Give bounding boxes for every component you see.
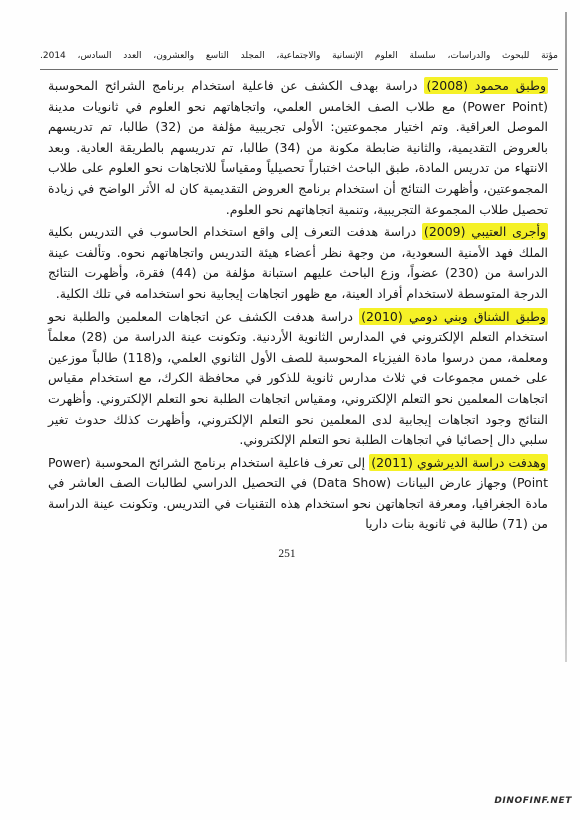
highlighted-citation: وطبق الشناق وبني دومي (2010)	[361, 308, 546, 324]
page-sheet	[40, 50, 558, 561]
running-header: مؤتة للبحوث والدراسات، سلسلة العلوم الإنسانية والاجتماعية، المجلد التاسع والعشرون، العدد السادس، 2014.	[40, 50, 558, 70]
highlighted-citation: وأجرى العتيبي (2009)	[423, 224, 546, 240]
paragraph-text: دراسة بهدف الكشف عن فاعلية استخدام برنامج الشرائح المحوسبة (Power Point) مع طلاب الصف الخامس العلمي، واتجاهاتهم نحو العلوم في ثانويات مدينة الموصل العراقية. وتم اختيار مجموعتين: الأولى تجريبية مؤلفة من (32) طالبا، تم تدريسهم بالعروض التقديمية، والثانية ضابطة مكونة من (34) طالبا، تم تدريسهم بالطريقة العادية. وبعد الانتهاء من تدريس المادة، طبق الباحث اختباراً تحصيلياً ومقياساً للاتجاهات نحو العلوم على طلاب المجموعتين، وأظهرت النتائج أن استخدام برنامج العروض التقديمية كان له الأثر الواضح في زيادة تحصيل طلاب المجموعة التجريبية، وتنمية اتجاهاتهم نحو العلوم.	[48, 78, 549, 217]
paragraph-text: دراسة هدفت الكشف عن اتجاهات المعلمين والطلبة نحو استخدام التعلم الإلكتروني في المدارس الثانوية الأردنية. وتكونت عينة الدراسة من (28) معلماً ومعلمة، ممن درسوا مادة الفيزياء المحوسبة للصف الأول الثانوي العلمي، و(118) طالباً موزعين على خمس مجموعات في ثلاث مدارس ثانوية للذكور في محافظة الكرك، مع استخدام مقياس اتجاهات المعلمين نحو التعلم الإلكتروني، ومقياس اتجاهات الطلبة نحو التعلم الإلكتروني. وأظهرت النتائج وجود اتجاهات إيجابية لدى المعلمين نحو التعلم الإلكتروني، وأظهرت كذلك حدوث تغير سلبي دال إحصائيا في اتجاهات الطلبة نحو التعلم الإلكتروني.	[48, 308, 549, 448]
watermark: DINOFINF.NET	[494, 796, 572, 806]
highlighted-citation: وهدفت دراسة الديرشوي (2011)	[371, 454, 546, 470]
paragraph-dirshawi-2011	[48, 453, 548, 535]
page-number: 251	[278, 548, 296, 561]
page-edge-shadow	[565, 12, 567, 662]
paragraph-text: إلى تعرف فاعلية استخدام برنامج الشرائح المحوسبة (Power Point) وجهاز عارض البيانات (Data Show) في التحصيل الدراسي لطالبات الصف العاشر في مادة الجغرافيا، ومعرفة اتجاهاتهن نحو استخدام هذه التقنيات في التدريس. وتكونت عينة الدراسة من (71) طالبة في ثانوية بنات داريا	[48, 454, 548, 532]
body-text	[48, 76, 548, 535]
paragraph-text: دراسة هدفت التعرف إلى واقع استخدام الحاسوب في التدريس بكلية الملك فهد الأمنية السعودية، من وجهة نظر أعضاء هيئة التدريس واتجاهاتهم نحوه. وتألفت عينة الدراسة من (230) عضواً، وزع الباحث عليهم استبانة مؤلفة من (44) فقرة، وأظهرت النتائج الدرجة المتوسطة لاستخدام أفراد العينة، مع ظهور اتجاهات إيجابية نحو استخدامه في تلك الكلية.	[48, 224, 549, 301]
paragraph-otaibi-2009	[48, 222, 548, 304]
highlighted-citation: وطبق محمود (2008)	[426, 78, 546, 93]
paragraph-mahmoud-2008	[48, 76, 548, 220]
paragraph-shannaq-bani-domi-2010	[48, 307, 548, 451]
